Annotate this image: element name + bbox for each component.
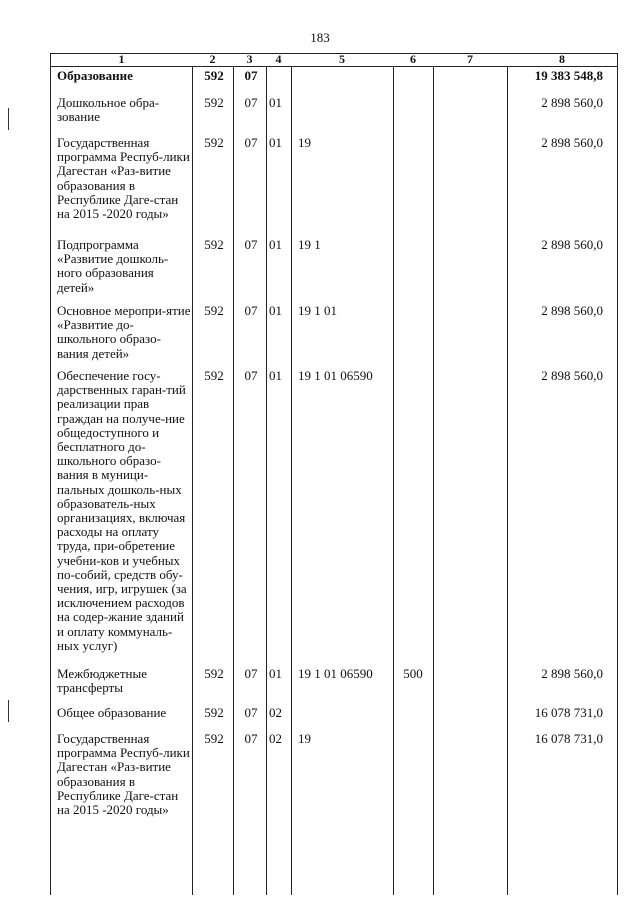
row-name: Общее образование xyxy=(57,705,167,720)
row-col-5: 19 1 01 06590 xyxy=(298,368,373,383)
row-col-8: 2 898 560,0 xyxy=(541,303,603,318)
row-col-4: 01 xyxy=(269,237,282,252)
row-name: Дошкольное обра-зование xyxy=(57,95,160,125)
row-col-8: 2 898 560,0 xyxy=(541,237,603,252)
row-col-3: 07 xyxy=(244,303,258,318)
header-col-5: 5 xyxy=(339,52,345,66)
header-col-4: 4 xyxy=(275,52,282,66)
row-col-8: 2 898 560,0 xyxy=(541,95,603,110)
column-divider xyxy=(266,53,267,895)
row-col-4: 01 xyxy=(269,368,282,383)
row-col-3: 07 xyxy=(244,705,258,720)
header-col-3: 3 xyxy=(246,52,253,66)
row-col-2: 592 xyxy=(204,68,224,83)
row-col-2: 592 xyxy=(204,731,224,746)
row-col-6: 500 xyxy=(403,666,423,681)
budget-table xyxy=(50,53,618,895)
row-col-8: 16 078 731,0 xyxy=(534,731,603,746)
row-name: Подпрограмма «Развитие дошколь-ного образования детей» xyxy=(57,237,169,295)
header-col-7: 7 xyxy=(467,52,473,66)
header-col-1: 1 xyxy=(118,52,125,66)
row-col-5: 19 1 xyxy=(298,237,321,252)
page-number: 183 xyxy=(310,30,330,45)
row-col-4: 01 xyxy=(269,95,282,110)
row-col-4: 02 xyxy=(269,705,282,720)
row-col-3: 07 xyxy=(244,731,258,746)
row-col-3: 07 xyxy=(244,666,258,681)
row-col-4: 01 xyxy=(269,135,282,150)
row-name: Образование xyxy=(57,68,133,83)
row-col-5: 19 1 01 06590 xyxy=(298,666,373,681)
row-col-2: 592 xyxy=(204,368,224,383)
column-divider xyxy=(433,53,434,895)
row-col-8: 19 383 548,8 xyxy=(534,68,603,83)
row-name: Основное меропри-ятие «Развитие до-школьного образо-вания детей» xyxy=(57,303,191,361)
row-col-5: 19 1 01 xyxy=(298,303,337,318)
row-col-3: 07 xyxy=(244,95,258,110)
row-col-8: 2 898 560,0 xyxy=(541,135,603,150)
column-divider xyxy=(192,53,193,895)
row-col-8: 2 898 560,0 xyxy=(541,368,603,383)
column-divider xyxy=(393,53,394,895)
column-divider xyxy=(291,53,292,895)
row-name: Государственная программа Респуб-лики Дагестан «Раз-витие образования в Республике Даге-стан на 2015 -2020 годы» xyxy=(57,135,190,222)
column-divider xyxy=(233,53,234,895)
row-col-3: 07 xyxy=(244,237,258,252)
row-col-4: 01 xyxy=(269,303,282,318)
header-col-2: 2 xyxy=(209,52,216,66)
row-col-3: 07 xyxy=(244,135,258,150)
row-col-2: 592 xyxy=(204,666,224,681)
row-col-3: 07 xyxy=(244,68,258,83)
scan-margin-mark-bottom xyxy=(8,700,9,722)
column-divider xyxy=(507,53,508,895)
scan-margin-mark-top xyxy=(8,108,9,130)
row-col-8: 16 078 731,0 xyxy=(534,705,603,720)
header-col-6: 6 xyxy=(410,52,416,66)
row-col-5: 19 xyxy=(298,135,311,150)
row-col-4: 02 xyxy=(269,731,282,746)
row-col-2: 592 xyxy=(204,705,224,720)
row-col-8: 2 898 560,0 xyxy=(541,666,603,681)
row-col-2: 592 xyxy=(204,237,224,252)
row-col-4: 01 xyxy=(269,666,282,681)
row-col-2: 592 xyxy=(204,95,224,110)
header-col-8: 8 xyxy=(559,52,565,66)
row-name: Государственная программа Респуб-лики Дагестан «Раз-витие образования в Республике Даге-стан на 2015 -2020 годы» xyxy=(57,731,190,818)
row-col-3: 07 xyxy=(244,368,258,383)
row-name: Обеспечение госу-дарственных гаран-тий реализации прав граждан на получе-ние общедоступного и бесплатного до-школьного образо-вания в муници-пальных дошколь-ных образователь-ных организациях, включая расходы на оплату труда, при-обретение учебни-ков и учебных по-собий, средств обу-чения, игр, игрушек (за исключением расходов на содер-жание зданий и оплату коммуналь-ных услуг) xyxy=(57,368,187,653)
row-col-5: 19 xyxy=(298,731,311,746)
row-name: Межбюджетные трансферты xyxy=(57,666,147,696)
row-col-2: 592 xyxy=(204,303,224,318)
table-header xyxy=(51,53,617,67)
row-col-2: 592 xyxy=(204,135,224,150)
